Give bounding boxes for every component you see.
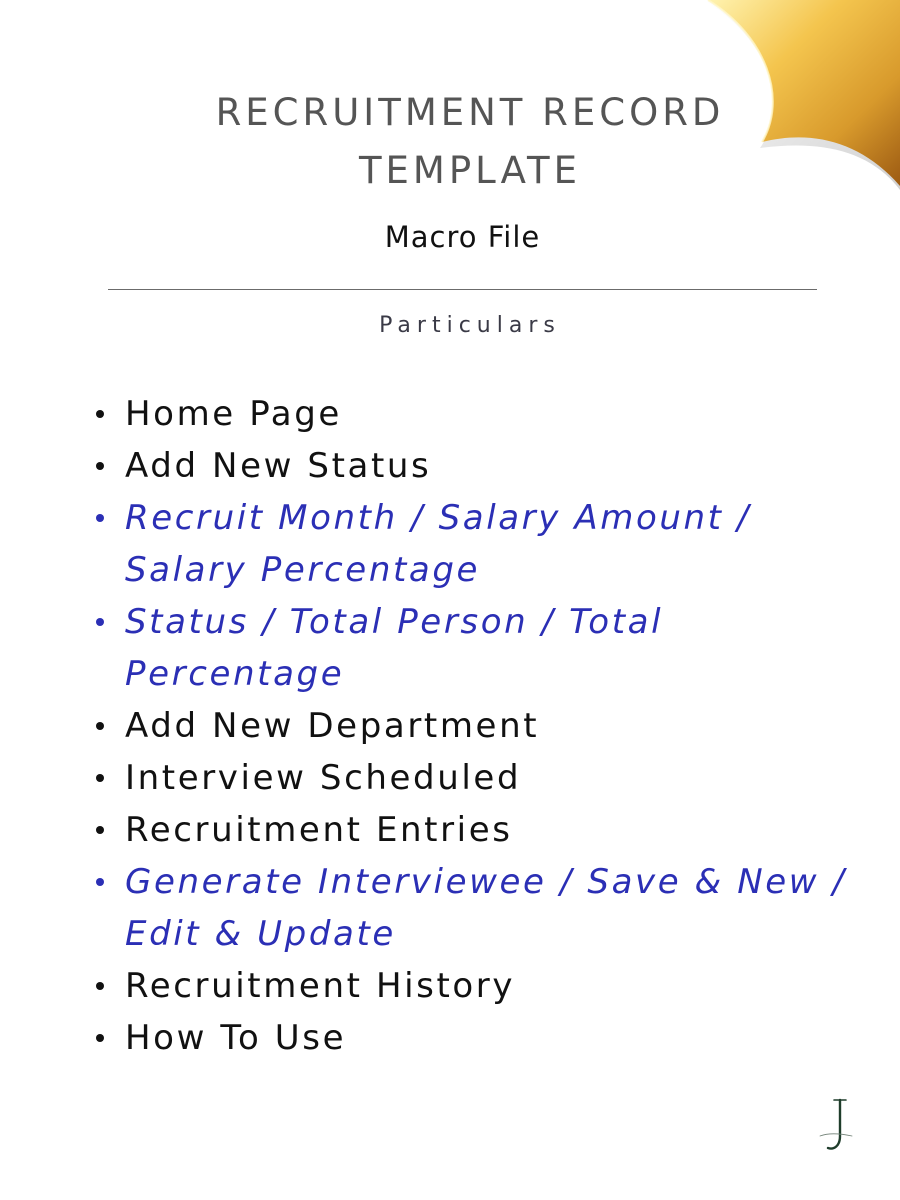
list-item: Recruit Month / Salary Amount / Salary Percentage (88, 492, 848, 596)
section-heading: Particulars (379, 313, 561, 338)
list-item: Home Page (88, 388, 848, 440)
list-item: Interview Scheduled (88, 752, 848, 804)
page-subtitle: Macro File (384, 220, 541, 254)
page-title: RECRUITMENT RECORD TEMPLATE (215, 91, 725, 192)
list-item: Generate Interviewee / Save & New / Edit & Update (88, 856, 848, 960)
divider (108, 289, 817, 290)
brand-monogram-icon (816, 1096, 856, 1156)
list-item: Add New Status (88, 440, 848, 492)
list-item: Status / Total Person / Total Percentage (88, 596, 848, 700)
particulars-list (88, 388, 848, 1064)
list-item: Add New Department (88, 700, 848, 752)
list-item: Recruitment History (88, 960, 848, 1012)
list-item: How To Use (88, 1012, 848, 1064)
list-item: Recruitment Entries (88, 804, 848, 856)
